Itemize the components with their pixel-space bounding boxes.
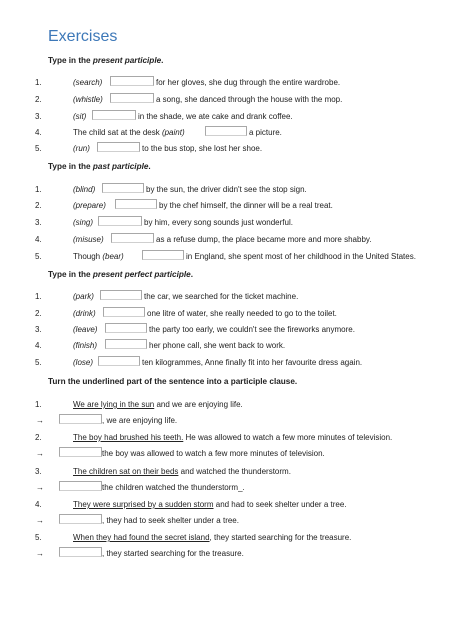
arrow-icon: → <box>36 549 44 558</box>
sentence-rest: and had to seek shelter under a tree. <box>213 500 347 509</box>
answer-text: the children watched the thunderstorm_. <box>102 483 245 492</box>
section-heading-emphasis: present perfect participle <box>92 270 191 279</box>
sentence-text <box>73 500 347 509</box>
answer-field[interactable] <box>59 481 102 491</box>
answer-field[interactable] <box>59 514 102 524</box>
transform-answer-row <box>0 481 474 495</box>
transform-sentence <box>0 531 474 545</box>
sentence-text <box>73 533 351 542</box>
section-heading-emphasis: past participle <box>92 162 149 171</box>
item-text: in England, she spent most of her childhood in the United States. <box>186 252 416 261</box>
answer-field[interactable] <box>205 126 247 136</box>
sentence-text <box>73 467 291 476</box>
sentence-rest: and watched the thunderstorm. <box>178 467 291 476</box>
item-number: 4. <box>35 341 42 350</box>
hint-verb: (drink) <box>73 309 96 318</box>
item-number: 3. <box>35 467 42 476</box>
exercise-row <box>0 290 474 304</box>
item-text: ten kilogrammes, Anne finally fit into her favourite dress again. <box>142 358 363 367</box>
item-number: 5. <box>35 358 42 367</box>
answer-field[interactable] <box>142 250 184 260</box>
hint-verb: (blind) <box>73 185 96 194</box>
section-heading-prefix: Type in the <box>48 162 93 171</box>
answer-field[interactable] <box>115 199 157 209</box>
answer-field[interactable] <box>59 447 102 457</box>
transform-sentence <box>0 498 474 512</box>
item-number: 1. <box>35 400 42 409</box>
sentence-rest: He was allowed to watch a few more minutes of television. <box>183 433 393 442</box>
item-text: by him, every song sounds just wonderful. <box>144 218 293 227</box>
item-number: 5. <box>35 533 42 542</box>
underlined-part: We are lying in the sun <box>73 400 155 409</box>
item-number: 5. <box>35 144 42 153</box>
item-hint <box>73 218 93 227</box>
hint-verb: (sit) <box>73 112 87 121</box>
section-heading-suffix: . <box>161 56 164 65</box>
section-heading-emphasis: present participle <box>92 56 162 65</box>
section-heading-transform <box>48 377 297 386</box>
answer-field[interactable] <box>111 233 154 243</box>
exercise-row <box>0 233 474 247</box>
answer-text: , they started searching for the treasure. <box>102 549 244 558</box>
item-hint <box>73 185 95 194</box>
item-text: the car, we searched for the ticket machine. <box>144 292 299 301</box>
exercise-row <box>0 216 474 230</box>
item-hint <box>73 112 86 121</box>
hint-verb: (leave) <box>73 325 98 334</box>
item-number: 1. <box>35 185 42 194</box>
exercise-row <box>0 110 474 124</box>
answer-field[interactable] <box>103 307 145 317</box>
arrow-icon: → <box>36 449 44 458</box>
answer-field[interactable] <box>98 356 140 366</box>
item-text: in the shade, we ate cake and drank coffee. <box>138 112 293 121</box>
answer-field[interactable] <box>102 183 144 193</box>
hint-verb: (search) <box>73 78 103 87</box>
item-hint <box>73 325 97 334</box>
answer-text: the boy was allowed to watch a few more minutes of television. <box>102 449 325 458</box>
exercise-row <box>0 307 474 321</box>
item-number: 2. <box>35 201 42 210</box>
answer-field[interactable] <box>92 110 136 120</box>
section-heading-perfect <box>48 270 193 279</box>
item-number: 3. <box>35 112 42 121</box>
hint-verb: (sing) <box>73 218 94 227</box>
transform-sentence <box>0 398 474 412</box>
item-hint <box>73 235 104 244</box>
underlined-part: The boy had brushed his teeth. <box>73 433 184 442</box>
item-text: a song, she danced through the house with the mop. <box>156 95 343 104</box>
item-number: 2. <box>35 433 42 442</box>
item-number: 4. <box>35 500 42 509</box>
arrow-icon: → <box>36 483 44 492</box>
hint-verb: (bear) <box>102 252 124 261</box>
exercise-row <box>0 142 474 156</box>
item-number: 1. <box>35 78 42 87</box>
answer-field[interactable] <box>100 290 142 300</box>
hint-verb: (finish) <box>73 341 98 350</box>
hint-verb: (lose) <box>73 358 94 367</box>
exercise-row <box>0 323 474 337</box>
arrow-icon: → <box>36 516 44 525</box>
item-hint <box>73 341 97 350</box>
transform-sentence <box>0 465 474 479</box>
exercise-row <box>0 199 474 213</box>
item-hint <box>73 309 96 318</box>
exercise-row <box>0 339 474 353</box>
sentence-text <box>73 433 392 442</box>
sentence-text <box>73 400 243 409</box>
sentence-rest: , they started searching for the treasure. <box>209 533 352 542</box>
underlined-part: The children sat on their beds <box>73 467 179 476</box>
exercise-row <box>0 93 474 107</box>
item-number: 4. <box>35 235 42 244</box>
answer-field[interactable] <box>110 93 154 103</box>
answer-text: , we are enjoying life. <box>102 416 178 425</box>
item-number: 1. <box>35 292 42 301</box>
arrow-icon: → <box>36 416 44 425</box>
item-text-pre: The child sat at the desk <box>73 128 162 137</box>
exercise-row <box>0 183 474 197</box>
section-heading-prefix: Turn the underlined part of the sentence into a participle clause. <box>48 377 298 386</box>
item-text: as a refuse dump, the place became more and more shabby. <box>156 235 372 244</box>
transform-answer-row <box>0 414 474 428</box>
item-hint <box>73 201 106 210</box>
page-title: Exercises <box>48 28 118 45</box>
answer-field[interactable] <box>97 142 140 152</box>
item-text: one litre of water, she really needed to go to the toilet. <box>147 309 337 318</box>
section-heading-prefix: Type in the <box>48 270 93 279</box>
item-number: 2. <box>35 95 42 104</box>
sentence-rest: and we are enjoying life. <box>154 400 243 409</box>
answer-field[interactable] <box>105 339 147 349</box>
item-text-pre: Though <box>73 252 103 261</box>
item-text: by the sun, the driver didn't see the stop sign. <box>146 185 307 194</box>
section-heading-prefix: Type in the <box>48 56 93 65</box>
item-text: a picture. <box>249 128 282 137</box>
answer-field[interactable] <box>105 323 147 333</box>
transform-answer-row <box>0 447 474 461</box>
hint-verb: (whistle) <box>73 95 103 104</box>
answer-field[interactable] <box>110 76 154 86</box>
item-hint <box>73 358 93 367</box>
answer-field[interactable] <box>59 547 102 557</box>
hint-verb: (prepare) <box>73 201 106 210</box>
section-heading-suffix: . <box>190 270 193 279</box>
answer-field[interactable] <box>59 414 102 424</box>
item-text: by the chef himself, the dinner will be a real treat. <box>159 201 333 210</box>
item-text: for her gloves, she dug through the entire wardrobe. <box>156 78 341 87</box>
underlined-part: When they had found the secret island <box>73 533 210 542</box>
exercise-row <box>0 250 474 264</box>
item-number: 2. <box>35 309 42 318</box>
hint-verb: (park) <box>73 292 94 301</box>
item-hint <box>73 144 90 153</box>
exercise-row <box>0 76 474 90</box>
section-heading-past <box>48 162 151 171</box>
section-heading-suffix: . <box>148 162 151 171</box>
item-number: 3. <box>35 325 42 334</box>
item-number: 3. <box>35 218 42 227</box>
item-hint <box>73 252 124 261</box>
item-text: her phone call, she went back to work. <box>149 341 286 350</box>
item-text: the party too early, we couldn't see the fireworks anymore. <box>149 325 355 334</box>
item-hint <box>73 292 94 301</box>
answer-field[interactable] <box>98 216 142 226</box>
exercise-row <box>0 356 474 370</box>
transform-answer-row <box>0 514 474 528</box>
item-number: 5. <box>35 252 42 261</box>
transform-answer-row <box>0 547 474 561</box>
hint-verb: (misuse) <box>73 235 104 244</box>
underlined-part: They were surprised by a sudden storm <box>73 500 214 509</box>
exercise-row <box>0 126 474 140</box>
transform-sentence <box>0 431 474 445</box>
hint-verb: (paint) <box>161 128 185 137</box>
item-number: 4. <box>35 128 42 137</box>
item-hint <box>73 78 102 87</box>
answer-text: , they had to seek shelter under a tree. <box>102 516 239 525</box>
item-hint <box>73 128 185 137</box>
hint-verb: (run) <box>73 144 90 153</box>
item-text: to the bus stop, she lost her shoe. <box>142 144 263 153</box>
item-hint <box>73 95 103 104</box>
section-heading-present <box>48 56 163 65</box>
